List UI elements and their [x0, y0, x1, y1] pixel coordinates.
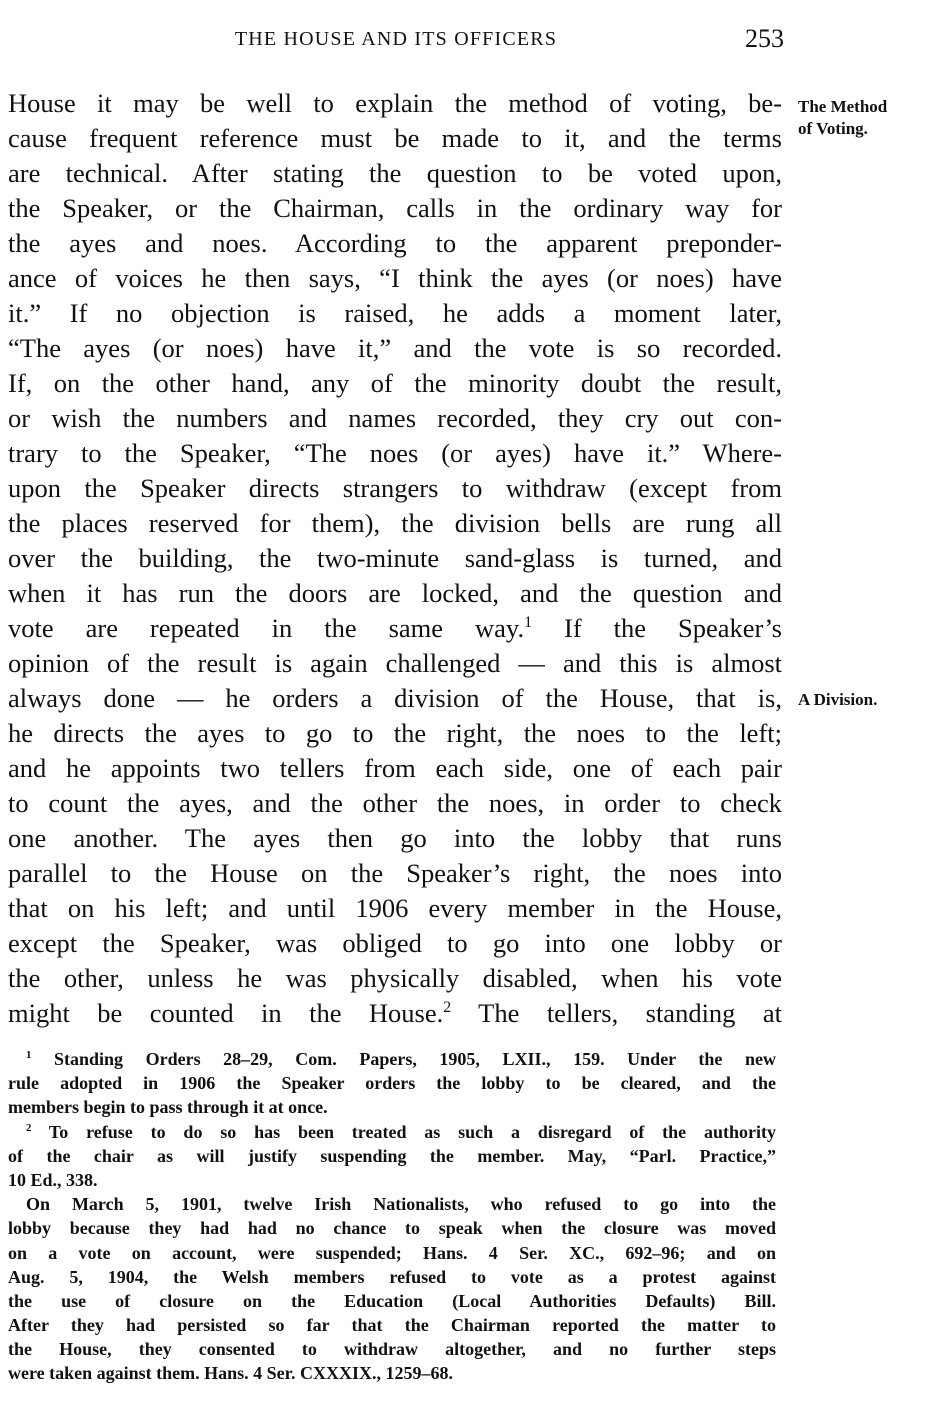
main-text	[8, 86, 782, 1031]
text-line: over the building, the two-minute sand-glass is turned, and	[8, 543, 782, 573]
text-segment: The tellers, standing at	[451, 998, 782, 1028]
footnote-3-line: After they had persisted so far that the Chairman reported the matter to	[8, 1315, 776, 1336]
margin-note-method-of-voting	[798, 96, 887, 140]
footnote-3-line: lobby because they had had no chance to speak when the closure was moved	[8, 1218, 776, 1239]
text-line: the places reserved for them), the division bells are rung all	[8, 508, 782, 538]
text-segment: might be counted in the House.	[8, 998, 444, 1028]
footnote-ref-2: 2	[443, 999, 452, 1017]
footnote-3-line: the House, they consented to withdraw altogether, and no further steps	[8, 1339, 776, 1360]
text-segment: To refuse to do so has been treated as such a disregard of the authority	[31, 1121, 776, 1142]
footnote-3-line: were taken against them. Hans. 4 Ser. CXXXIX., 1259–68.	[8, 1363, 453, 1384]
footnote-2-line: 10 Ed., 338.	[8, 1169, 98, 1190]
footnote-3-line: the use of closure on the Education (Local Authorities Defaults) Bill.	[8, 1290, 776, 1311]
text-line: the ayes and noes. According to the apparent preponder-	[8, 228, 782, 258]
footnote-1-line: members begin to pass through it at once.	[8, 1097, 328, 1118]
text-line: House it may be well to explain the method of voting, be-	[8, 88, 782, 118]
text-segment: vote are repeated in the same way.	[8, 613, 525, 643]
margin-note-line: of Voting.	[798, 119, 868, 138]
text-segment: Standing Orders 28–29, Com. Papers, 1905, LXII., 159. Under the new	[31, 1049, 776, 1069]
footnote-2-marker: 2	[26, 1121, 32, 1134]
footnote-2-line	[8, 1120, 776, 1144]
text-line: upon the Speaker directs strangers to withdraw (except from	[8, 473, 782, 503]
text-line: and he appoints two tellers from each side, one of each pair	[8, 753, 782, 783]
text-line: to count the ayes, and the other the noes, in order to check	[8, 788, 782, 818]
text-line: the other, unless he was physically disabled, when his vote	[8, 963, 782, 993]
text-line: trary to the Speaker, “The noes (or ayes) have it.” Where-	[8, 438, 782, 468]
footnote-1-line: rule adopted in 1906 the Speaker orders the lobby to be cleared, and the	[8, 1073, 776, 1094]
text-line: are technical. After stating the question to be voted upon,	[8, 158, 782, 188]
text-line: If, on the other hand, any of the minority doubt the result,	[8, 368, 782, 398]
text-line: it.” If no objection is raised, he adds a moment later,	[8, 298, 782, 328]
text-line: parallel to the House on the Speaker’s right, the noes into	[8, 858, 782, 888]
page-header	[8, 24, 784, 58]
text-line: always done — he orders a division of the House, that is,	[8, 683, 782, 713]
text-line: one another. The ayes then go into the lobby that runs	[8, 823, 782, 853]
text-line: the Speaker, or the Chairman, calls in the ordinary way for	[8, 193, 782, 223]
margin-note-line: The Method	[798, 97, 888, 116]
footnote-3-line: Aug. 5, 1904, the Welsh members refused to vote as a protest against	[8, 1266, 776, 1287]
text-line: cause frequent reference must be made to it, and the terms	[8, 123, 782, 153]
text-line: ance of voices he then says, “I think the ayes (or noes) have	[8, 263, 782, 293]
footnote-2-line: of the chair as will justify suspending the member. May, “Parl. Practice,”	[8, 1145, 776, 1166]
footnotes	[8, 1047, 776, 1386]
text-line: that on his left; and until 1906 every member in the House,	[8, 893, 782, 923]
running-head: THE HOUSE AND ITS OFFICERS	[234, 28, 558, 50]
footnote-3-line: on a vote on account, were suspended; Hans. 4 Ser. XC., 692–96; and on	[8, 1242, 776, 1263]
text-line: or wish the numbers and names recorded, they cry out con-	[8, 403, 782, 433]
text-line: opinion of the result is again challenged — and this is almost	[8, 648, 782, 678]
margin-note-division: A Division.	[798, 690, 878, 709]
footnote-1-line	[8, 1047, 776, 1071]
text-line	[8, 611, 782, 646]
text-line: “The ayes (or noes) have it,” and the vote is so recorded.	[8, 333, 782, 363]
text-line: except the Speaker, was obliged to go into one lobby or	[8, 928, 782, 958]
text-line	[8, 996, 782, 1031]
text-line: when it has run the doors are locked, and the question and	[8, 578, 782, 608]
footnote-1-marker: 1	[26, 1049, 32, 1061]
page-number: 253	[745, 24, 784, 53]
footnote-ref-1: 1	[524, 614, 533, 632]
footnote-3-line: On March 5, 1901, twelve Irish Nationalists, who refused to go into the	[26, 1194, 776, 1215]
text-line: he directs the ayes to go to the right, the noes to the left;	[8, 718, 782, 748]
text-segment: If the Speaker’s	[532, 613, 783, 643]
